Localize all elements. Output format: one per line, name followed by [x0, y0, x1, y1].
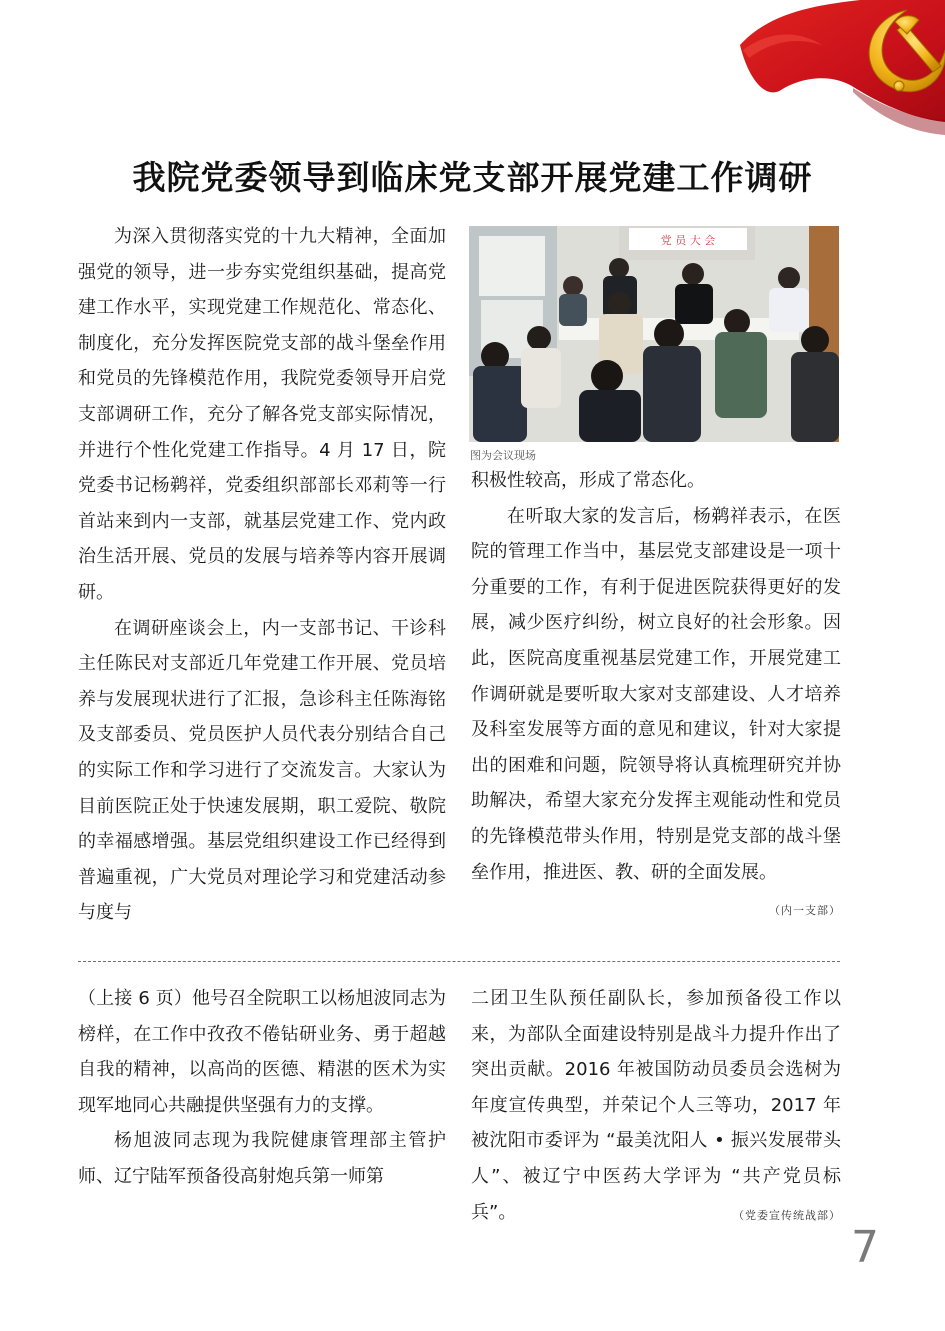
paragraph-text: 二团卫生队预任副队长，参加预备役工作以来，为部队全面建设特别是战斗力提升作出了突出贡献。2016 年被国防动员委员会选树为年度宣传典型，并荣记个人三等功，2017 年被沈阳市委评为 “最美沈阳人 • 振兴发展带头人”、被辽宁中医药大学评为 “共产党员标兵”。: [471, 988, 841, 1223]
paragraph-text: 在听取大家的发言后，杨鹈祥表示，在医院的管理工作当中，基层党支部建设是一项十分重要的工作，有利于促进医院获得更好的发展，减少医疗纠纷，树立良好的社会形象。因此，医院高度重视基层党建工作，开展党建工作调研就是要听取大家对支部建设、人才培养及科室发展等方面的意见和建议，针对大家提出的困难和问题，院领导将认真梳理研究并协助解决，希望大家充分发挥主观能动性和党员的先锋模范带头作用，特别是党支部的战斗堡垒作用，推进医、教、研的全面发展。: [471, 505, 841, 883]
section-divider: [78, 961, 840, 962]
article-title: 我院党委领导到临床党支部开展党建工作调研: [132, 158, 813, 197]
paragraph: 积极性较高，形成了常态化。: [471, 470, 705, 491]
party-flag-banner: [555, 0, 945, 135]
paragraph: 在调研座谈会上，内一支部书记、干诊科主任陈民对支部近几年党建工作开展、党员培养与发展现状进行了汇报，急诊科主任陈海铭及支部委员、党员医护人员代表分别结合自己的实际工作和学习进行了交流发言。大家认为目前医院正处于快速发展期，职工爱院、敬院的幸福感增强。基层党组织建设工作已经得到普遍重视，广大党员对理论学习和党建活动参与度与: [78, 617, 446, 924]
paragraph: 为深入贯彻落实党的十九大精神，全面加强党的领导，进一步夯实党组织基础，提高党建工作水平，实现党建工作规范化、常态化、制度化，充分发挥医院党支部的战斗堡垒作用和党员的先锋模范作用，我院党委领导开启党支部调研工作，充分了解各党支部实际情况，并进行个性化党建工作指导。4 月 17 日，院党委书记杨鹈祥，党委组织部部长邓莉等一行首站来到内一支部，就基层党建工作、党内政治生活开展、党员的发展与培养等内容开展调研。: [78, 226, 446, 603]
continued-column-left: [78, 981, 446, 1195]
photo-sign-text: 党 员 大 会: [660, 234, 716, 247]
continued-column-right: [471, 981, 841, 1233]
meeting-scene-image: [469, 226, 839, 442]
continued-signature: （党委宣传统战部）: [733, 1208, 841, 1222]
article-column-right: [471, 463, 841, 929]
paragraph: [471, 499, 841, 918]
article-column-left: [78, 219, 446, 931]
article-signature: （内一支部）: [769, 904, 841, 918]
page-number: 7: [851, 1222, 879, 1273]
paragraph: （上接 6 页）他号召全院职工以杨旭波同志为榜样，在工作中孜孜不倦钻研业务、勇于超越自我的精神，以高尚的医德、精湛的医术为实现军地同心共融提供坚强有力的支撑。: [78, 988, 446, 1116]
paragraph: 杨旭波同志现为我院健康管理部主管护师、辽宁陆军预备役高射炮兵第一师第: [78, 1130, 446, 1187]
paragraph: [471, 981, 841, 1230]
photo-caption: 图为会议现场: [470, 449, 536, 462]
meeting-photo: [469, 226, 839, 442]
